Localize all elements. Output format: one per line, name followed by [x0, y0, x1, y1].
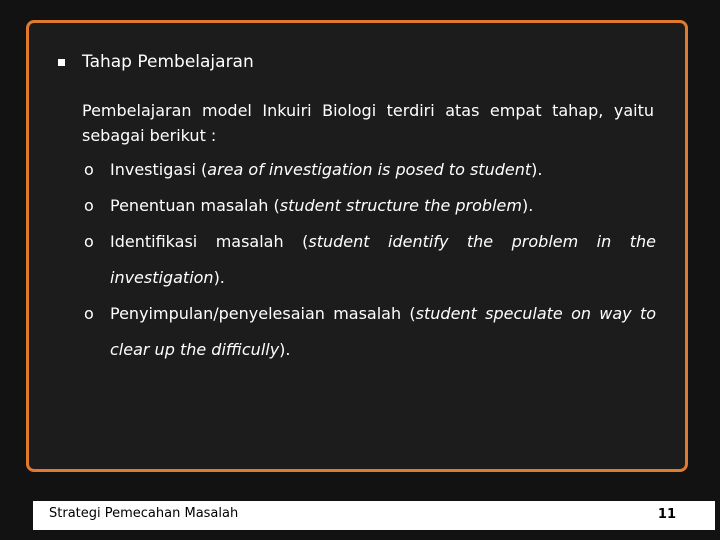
item-italic: student identify the problem in the investigation — [110, 232, 657, 287]
list-item — [84, 224, 656, 296]
list-item — [84, 188, 656, 224]
item-lead: Investigasi ( — [110, 160, 208, 179]
circle-bullet-icon: o — [84, 304, 94, 323]
page-number: 11 — [657, 507, 676, 522]
item-tail: ). — [213, 268, 225, 287]
square-bullet-icon — [58, 59, 65, 66]
circle-bullet-icon: o — [84, 232, 94, 251]
list-item — [84, 152, 656, 188]
intro-paragraph: Pembelajaran model Inkuiri Biologi terdiri atas empat tahap, yaitu sebagai berikut : — [82, 101, 654, 145]
footer-title: Strategi Pemecahan Masalah — [49, 506, 239, 521]
item-lead: Identifikasi masalah ( — [110, 232, 309, 251]
list-item — [84, 296, 656, 368]
item-italic: student structure the problem — [279, 196, 522, 215]
item-tail: ). — [279, 340, 291, 359]
heading-text: Tahap Pembelajaran — [82, 52, 254, 72]
circle-bullet-icon: o — [84, 196, 94, 215]
item-italic: area of investigation is posed to student — [207, 160, 532, 179]
item-tail: ). — [521, 196, 534, 215]
slide-heading — [58, 52, 254, 72]
circle-bullet-icon: o — [84, 160, 94, 179]
item-tail: ). — [531, 160, 543, 179]
item-lead: Penyimpulan/penyelesaian masalah ( — [110, 304, 416, 323]
item-italic: student speculate on way to clear up the difficully — [110, 304, 657, 359]
item-lead: Penentuan masalah ( — [110, 196, 280, 215]
